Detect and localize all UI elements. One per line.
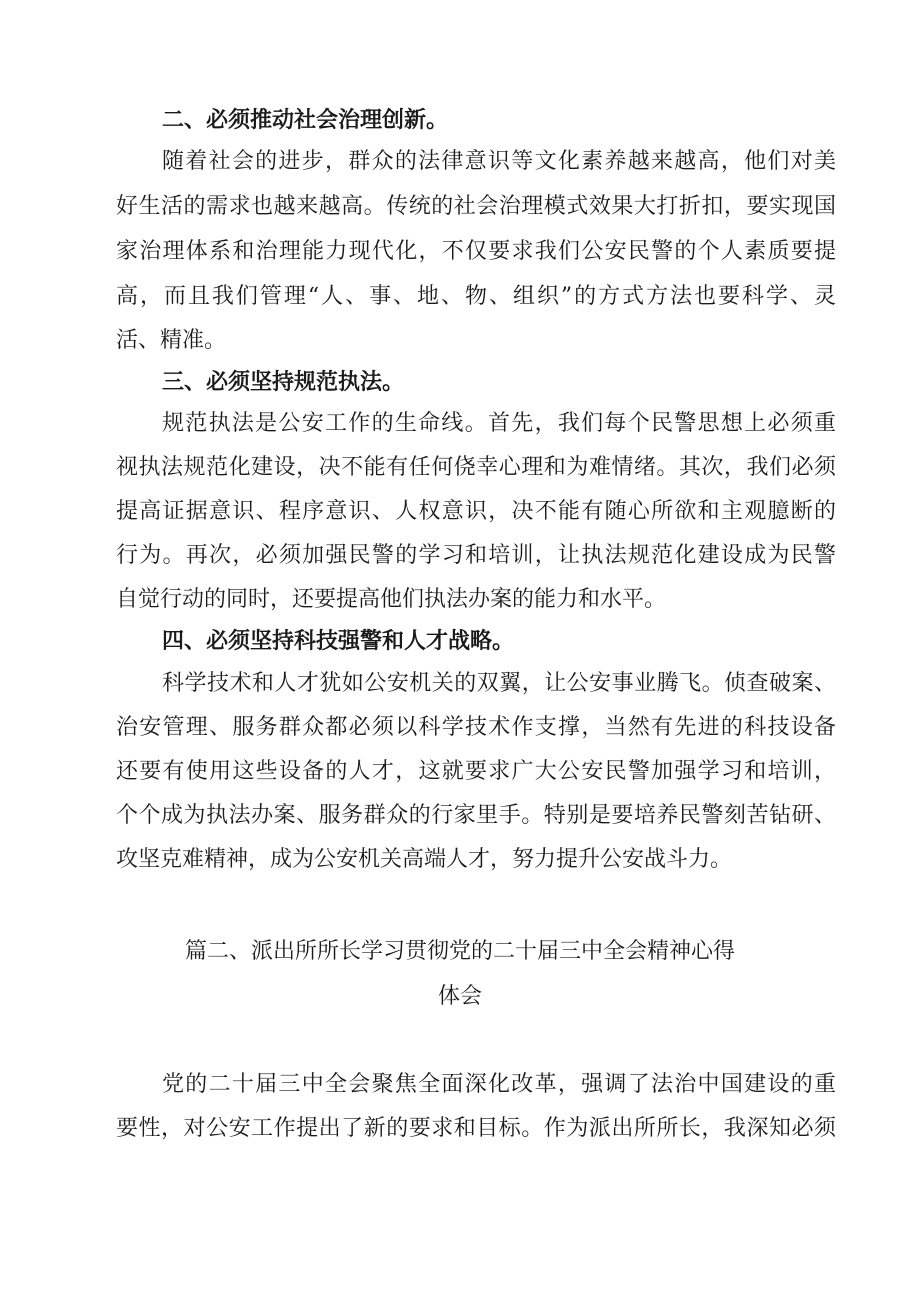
paragraph-line: 攻坚克难精神，成为公安机关高端人才，努力提升公安战斗力。 (116, 847, 733, 872)
paragraph-line: 自觉行动的同时，还要提高他们执法办案的能力和水平。 (116, 587, 667, 612)
paragraph-line: 提高证据意识、程序意识、人权意识，决不能有随心所欲和主观臆断的 (116, 499, 836, 524)
paragraph-line: 党的二十届三中全会聚焦全面深化改革，强调了法治中国建设的重 (162, 1072, 836, 1097)
paragraph-line: 高，而且我们管理“人、事、地、物、组织”的方式方法也要科学、灵 (116, 284, 836, 309)
paragraph-line: 家治理体系和治理能力现代化，不仅要求我们公安民警的个人素质要提 (116, 239, 836, 264)
paragraph-line: 活、精准。 (116, 328, 227, 353)
paragraph-line: 还要有使用这些设备的人才，这就要求广大公安民警加强学习和培训， (116, 759, 836, 784)
article-title-line-2: 体会 (437, 984, 482, 1009)
paragraph-line: 科学技术和人才犹如公安机关的双翼，让公安事业腾飞。侦查破案、 (162, 671, 836, 696)
section-heading: 四、必须坚持科技强警和人才战略。 (162, 629, 515, 654)
paragraph-line: 规范执法是公安工作的生命线。首先，我们每个民警思想上必须重 (162, 411, 836, 436)
article-title-line-1: 篇二、派出所所长学习贯彻党的二十届三中全会精神心得 (184, 939, 735, 964)
paragraph-line: 要性，对公安工作提出了新的要求和目标。作为派出所所长，我深知必须 (116, 1116, 836, 1141)
paragraph-line: 个个成为执法办案、服务群众的行家里手。特别是要培养民警刻苦钻研、 (116, 803, 836, 828)
paragraph-line: 治安管理、服务群众都必须以科学技术作支撑，当然有先进的科技设备 (116, 715, 836, 740)
section-heading: 三、必须坚持规范执法。 (162, 370, 405, 395)
paragraph-line: 好生活的需求也越来越高。传统的社会治理模式效果大打折扣，要实现国 (116, 194, 836, 219)
paragraph-line: 视执法规范化建设，决不能有任何侥幸心理和为难情绪。其次，我们必须 (116, 455, 836, 480)
paragraph-line: 行为。再次，必须加强民警的学习和培训，让执法规范化建设成为民警 (116, 543, 836, 568)
paragraph-line: 随着社会的进步，群众的法律意识等文化素养越来越高，他们对美 (162, 149, 836, 174)
section-heading: 二、必须推动社会治理创新。 (162, 108, 449, 133)
